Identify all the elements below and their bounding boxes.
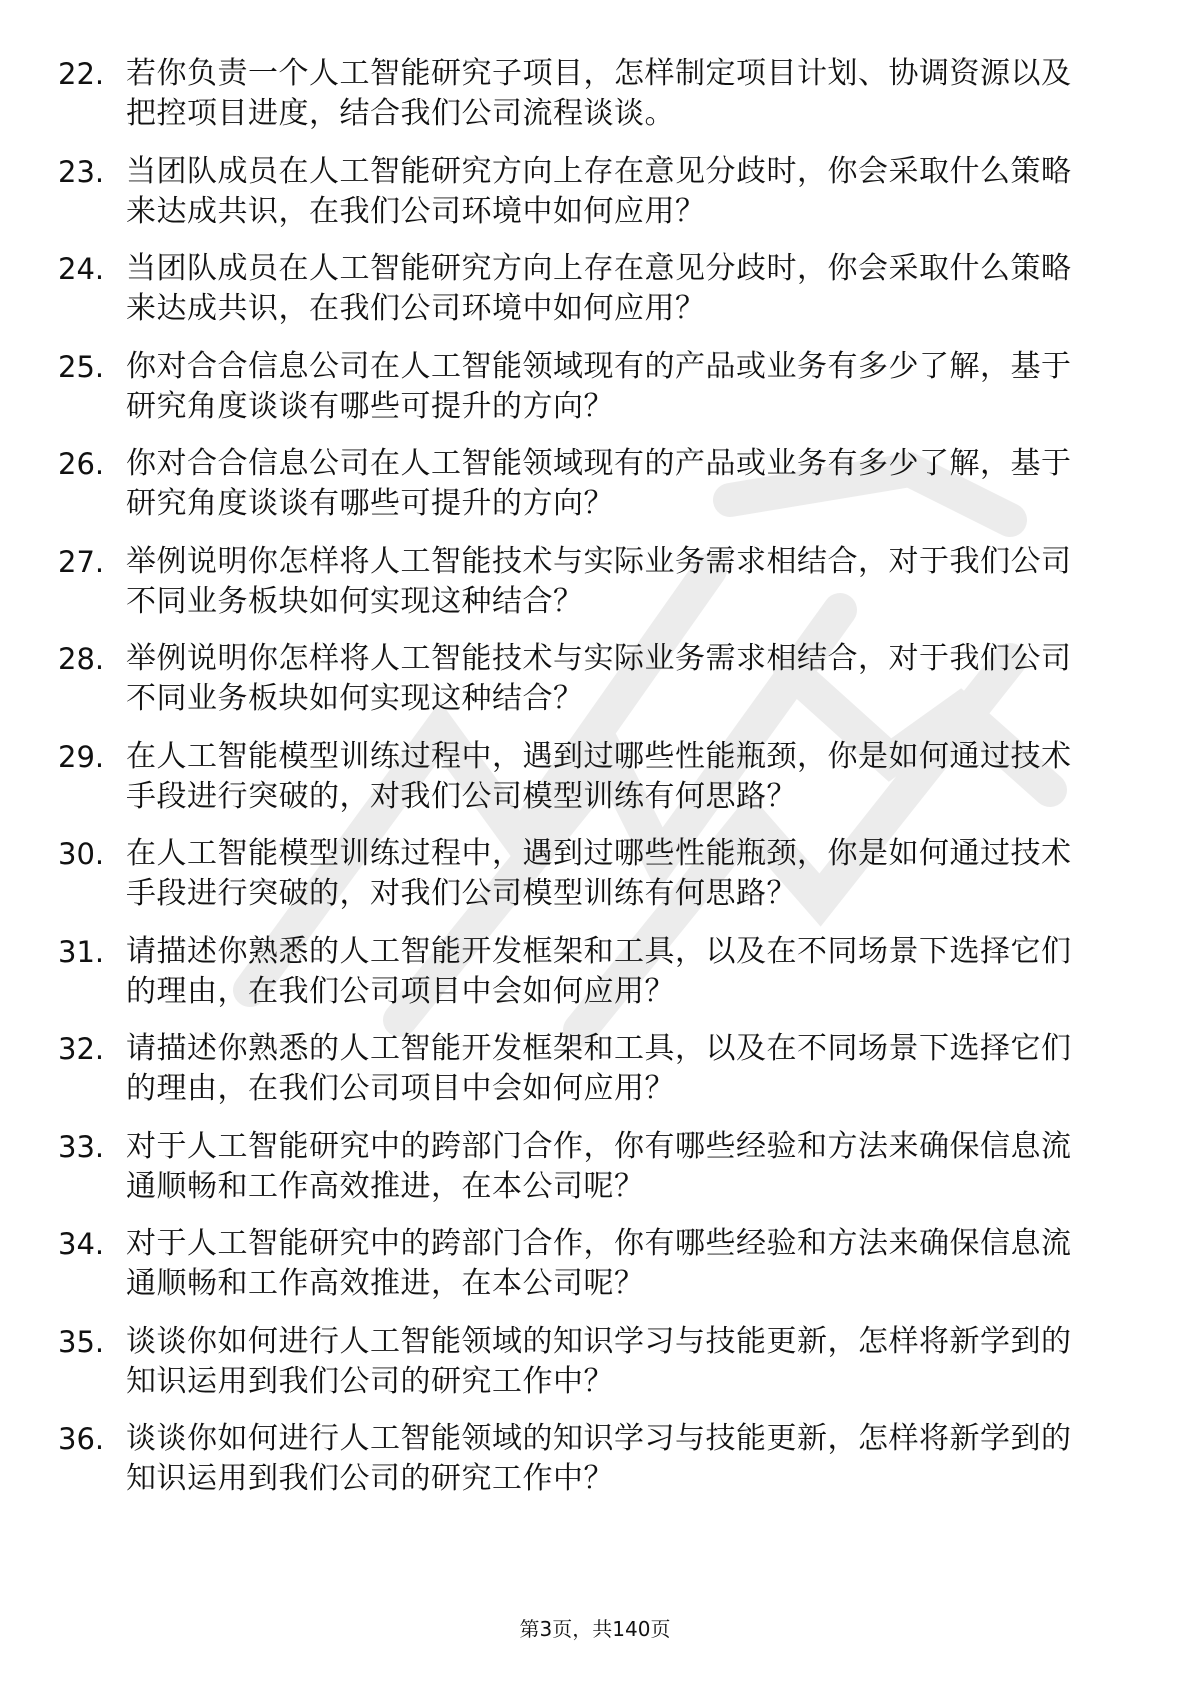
question-number: 24. xyxy=(58,252,105,286)
question-item xyxy=(58,249,1118,347)
question-number: 29. xyxy=(58,739,105,774)
question-text: 举例说明你怎样将人工智能技术与实际业务需求相结合，对于我们公司不同业务板块如何实现这种结合？ xyxy=(126,543,1072,619)
question-text: 当团队成员在人工智能研究方向上存在意见分歧时，你会采取什么策略来达成共识，在我们公司环境中如何应用？ xyxy=(126,153,1072,229)
question-list xyxy=(58,54,1118,1517)
page-footer: 第3页，共140页 xyxy=(519,1617,671,1641)
question-text: 你对合合信息公司在人工智能领域现有的产品或业务有多少了解，基于研究角度谈谈有哪些可提升的方向？ xyxy=(126,446,1072,521)
question-text: 谈谈你如何进行人工智能领域的知识学习与技能更新，怎样将新学到的知识运用到我们公司的研究工作中？ xyxy=(126,1323,1072,1399)
question-text: 举例说明你怎样将人工智能技术与实际业务需求相结合，对于我们公司不同业务板块如何实现这种结合？ xyxy=(126,641,1072,716)
question-item xyxy=(58,1322,1118,1420)
question-number: 23. xyxy=(58,154,105,189)
question-number: 31. xyxy=(58,934,105,969)
question-number: 33. xyxy=(58,1129,105,1164)
question-text: 请描述你熟悉的人工智能开发框架和工具，以及在不同场景下选择它们的理由，在我们公司项目中会如何应用？ xyxy=(126,1031,1072,1106)
question-item xyxy=(58,737,1118,835)
question-item xyxy=(58,1224,1118,1322)
question-item xyxy=(58,347,1118,445)
question-item xyxy=(58,444,1118,542)
question-item xyxy=(58,152,1118,250)
question-text: 请描述你熟悉的人工智能开发框架和工具，以及在不同场景下选择它们的理由，在我们公司项目中会如何应用？ xyxy=(126,933,1072,1009)
question-item xyxy=(58,542,1118,640)
question-text: 若你负责一个人工智能研究子项目，怎样制定项目计划、协调资源以及把控项目进度，结合我们公司流程谈谈。 xyxy=(126,56,1072,131)
question-item xyxy=(58,639,1118,737)
question-number: 34. xyxy=(58,1227,105,1261)
question-item xyxy=(58,1419,1118,1517)
question-text: 谈谈你如何进行人工智能领域的知识学习与技能更新，怎样将新学到的知识运用到我们公司的研究工作中？ xyxy=(126,1421,1072,1496)
question-text: 在人工智能模型训练过程中，遇到过哪些性能瓶颈，你是如何通过技术手段进行突破的，对我们公司模型训练有何思路？ xyxy=(126,738,1072,814)
question-number: 32. xyxy=(58,1032,105,1066)
question-number: 36. xyxy=(58,1422,105,1456)
question-text: 在人工智能模型训练过程中，遇到过哪些性能瓶颈，你是如何通过技术手段进行突破的，对我们公司模型训练有何思路？ xyxy=(126,836,1072,911)
question-number: 27. xyxy=(58,544,105,579)
question-number: 28. xyxy=(58,642,105,676)
question-number: 25. xyxy=(58,349,105,384)
question-text: 对于人工智能研究中的跨部门合作，你有哪些经验和方法来确保信息流通顺畅和工作高效推进，在本公司呢？ xyxy=(126,1226,1072,1301)
question-number: 35. xyxy=(58,1324,105,1359)
question-text: 你对合合信息公司在人工智能领域现有的产品或业务有多少了解，基于研究角度谈谈有哪些可提升的方向？ xyxy=(126,348,1072,424)
question-number: 26. xyxy=(58,447,105,481)
question-item xyxy=(58,834,1118,932)
question-text: 对于人工智能研究中的跨部门合作，你有哪些经验和方法来确保信息流通顺畅和工作高效推进，在本公司呢？ xyxy=(126,1128,1072,1204)
question-number: 30. xyxy=(58,837,105,871)
question-number: 22. xyxy=(58,57,105,91)
question-item xyxy=(58,1029,1118,1127)
question-text: 当团队成员在人工智能研究方向上存在意见分歧时，你会采取什么策略来达成共识，在我们公司环境中如何应用？ xyxy=(126,251,1072,326)
question-item xyxy=(58,54,1118,152)
question-item xyxy=(58,1127,1118,1225)
question-item xyxy=(58,932,1118,1030)
